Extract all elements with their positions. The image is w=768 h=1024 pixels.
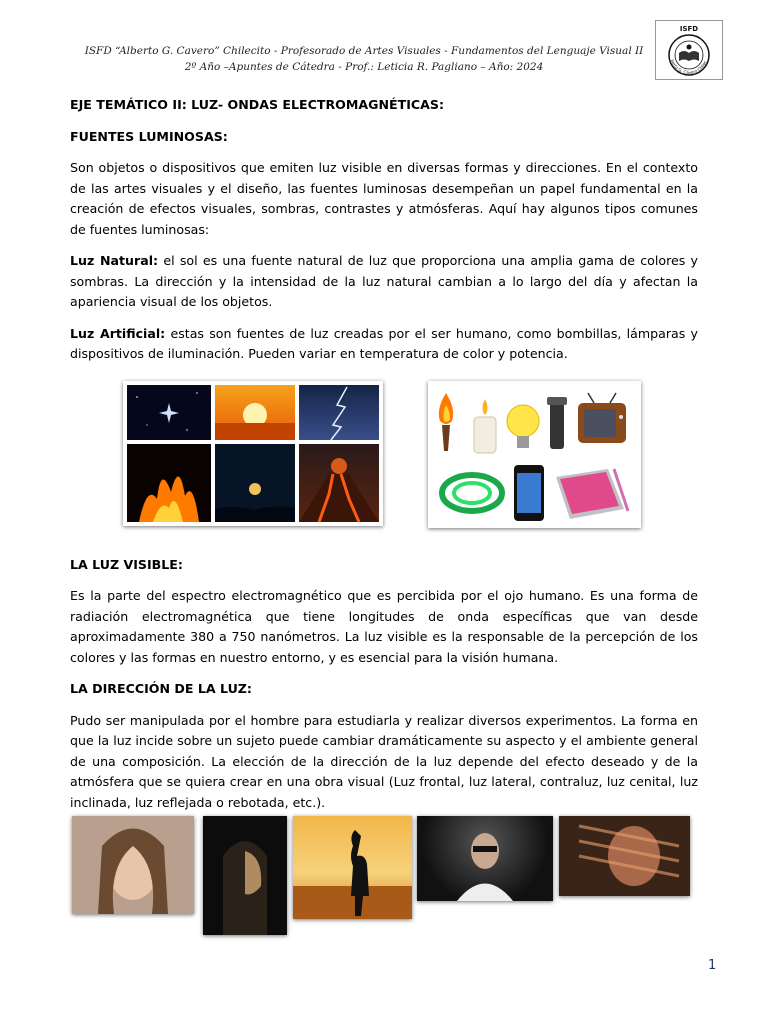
fire-photo bbox=[127, 444, 211, 522]
logo-ring-path: berto G. Cavero Chilec bbox=[669, 58, 708, 75]
fuentes-heading bbox=[70, 127, 698, 148]
moon-photo bbox=[215, 444, 295, 522]
tablet-icon bbox=[556, 469, 628, 519]
luz-natural-label: Luz Natural: bbox=[70, 253, 159, 268]
isfd-logo bbox=[655, 20, 723, 80]
television-icon bbox=[578, 393, 626, 443]
fuentes-paragraph: Son objetos o dispositivos que emiten luz visible en diversas formas y direcciones. En el contexto de las artes visuales y el diseño, las fuentes luminosas desempeñan un papel fundamental en la creación de efectos visuales, sombras, contrastes y atmósferas. Aquí hay algunos tipos comunes de fuentes luminosas: bbox=[70, 160, 698, 237]
luz-natural-text: el sol es una fuente natural de luz que proporciona una amplia gama de colores y sombras. La dirección y la intensidad de la luz natural cambian a lo largo del día y afectan la apariencia visual de los objetos. bbox=[70, 253, 699, 309]
page-number: 1 bbox=[708, 958, 717, 973]
luz-visible-heading: LA LUZ VISIBLE: bbox=[70, 556, 183, 572]
reflected-light-portrait bbox=[559, 816, 690, 896]
sunset-photo bbox=[215, 385, 295, 440]
header-course-line: 2º Año –Apuntes de Cátedra - Prof.: Leticia R. Pagliano – Año: 2024 bbox=[184, 61, 544, 73]
torch-icon bbox=[439, 393, 453, 451]
logo-isfd-text: ISFD bbox=[679, 25, 699, 33]
candle-icon bbox=[474, 399, 496, 453]
artificial-light-collage bbox=[428, 381, 641, 528]
luz-artificial-paragraph bbox=[70, 324, 698, 365]
luz-visible-paragraph: Es la parte del espectro electromagnético que es percibida por el ojo humano. Es una forma de radiación electromagnética que tiene longitudes de onda específicas que van desde aproximadamente 380 a 750 nanómetros. La luz visible es la responsable de la percepción de los colores y las formas en nuestro entorno, y es esencial para la visión humana. bbox=[70, 588, 698, 665]
lightbulb-icon bbox=[507, 405, 539, 448]
volcano-photo bbox=[299, 444, 379, 522]
frontal-light-portrait bbox=[72, 816, 194, 914]
lateral-light-portrait bbox=[203, 816, 287, 935]
smartphone-icon bbox=[514, 465, 544, 521]
document-title: EJE TEMÁTICO II: LUZ- ONDAS ELECTROMAGNÉTICAS: bbox=[70, 97, 444, 112]
backlight-silhouette-photo bbox=[293, 816, 412, 919]
overhead-light-portrait bbox=[417, 816, 553, 901]
luz-artificial-text: estas son fuentes de luz creadas por el ser humano, como bombillas, lámparas y dispositivos de iluminación. Pueden variar en temperatura de color y potencia. bbox=[70, 325, 698, 361]
flashlight-icon bbox=[547, 397, 567, 449]
star-photo bbox=[127, 385, 211, 440]
natural-light-collage bbox=[123, 381, 383, 526]
header-institution-line: ISFD “Alberto G. Cavero” Chilecito - Profesorado de Artes Visuales - Fundamentos del Lenguaje Visual II bbox=[84, 45, 644, 57]
fuentes-heading-text: FUENTES LUMINOSAS: bbox=[70, 128, 228, 144]
lightning-photo bbox=[299, 385, 379, 440]
direccion-paragraph: Pudo ser manipulada por el hombre para estudiarla y realizar diversos experimentos. La forma en que la luz incide sobre un sujeto puede cambiar dramáticamente su aspecto y el ambiente general de una composición. La elección de la dirección de la luz depende del efecto deseado y de la atmósfera que se quiera crear en una obra visual (Luz frontal, luz lateral, contraluz, luz cenital, luz inclinada, luz reflejada o rebotada, etc.). bbox=[70, 712, 698, 810]
led-strip-icon bbox=[442, 475, 502, 511]
luz-natural-paragraph bbox=[70, 251, 698, 313]
luz-artificial-label: Luz Artificial: bbox=[70, 325, 166, 341]
direccion-heading: LA DIRECCIÓN DE LA LUZ: bbox=[70, 681, 252, 696]
